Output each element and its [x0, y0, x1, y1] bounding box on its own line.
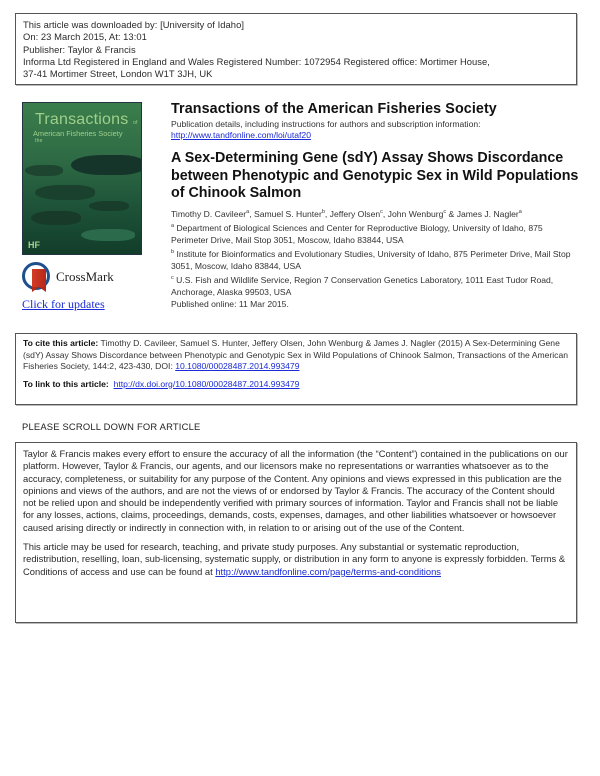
published-online-date: Published online: 11 Mar 2015. — [171, 298, 289, 309]
crossmark-icon — [22, 262, 50, 290]
link-paragraph — [23, 379, 569, 391]
author-name: Jeffery Olsen — [329, 209, 381, 220]
author-separator: , — [249, 209, 254, 220]
usage-text: This article may be used for research, teaching, and private study purposes. Any substantial or systematic reproduction, redistribution, reselling, loan, sub-licensing, systematic supply, or distribution in any form to anyone is expressly forbidden. Terms & Conditions of access and use can be found at — [23, 541, 566, 577]
publisher-logo: HF — [28, 240, 40, 250]
link-label: To link to this article: — [23, 378, 109, 389]
download-line: Informa Ltd Registered in England and Wales Registered Number: 1072954 Registered office: Mortimer House, — [23, 55, 490, 67]
scroll-down-notice: PLEASE SCROLL DOWN FOR ARTICLE — [22, 421, 201, 432]
article-header — [171, 101, 581, 310]
download-line: This article was downloaded by: [University of Idaho] — [23, 19, 244, 30]
author-affiliation-marker: c — [443, 209, 447, 216]
journal-url-link[interactable]: http://www.tandfonline.com/loi/utaf20 — [171, 130, 311, 140]
download-notice-box — [15, 13, 577, 85]
download-line: 37-41 Mortimer Street, London W1T 3JH, UK — [23, 68, 213, 80]
fish-silhouette-icon — [35, 185, 95, 200]
author-name: Samuel S. Hunter — [253, 209, 322, 220]
author-name: James J. Nagler — [456, 209, 519, 220]
usage-paragraph — [23, 541, 569, 578]
crossmark-badge[interactable] — [22, 262, 142, 292]
cover-subtitle: American Fisheries Society — [33, 129, 123, 138]
crossmark-label: CrossMark — [56, 269, 114, 284]
affiliation-text: U.S. Fish and Wildlife Service, Region 7 Conservation Genetics Laboratory, 1011 East Tudor Road, Anchorage, Alaska 99503, USA — [171, 275, 554, 298]
article-doi-url-link[interactable]: http://dx.doi.org/10.1080/00028487.2014.993479 — [113, 378, 300, 389]
affiliation-text: Department of Biological Sciences and Center for Reproductive Biology, University of Idaho, 875 Perimeter Drive, Mail Stop 3051, Moscow, Idaho 83844, USA — [171, 223, 543, 245]
author-name: Timothy D. Cavileer — [171, 209, 247, 220]
author-affiliation-marker: c — [380, 209, 383, 216]
fish-silhouette-icon — [89, 201, 129, 211]
journal-title: Transactions of the American Fisheries Society — [171, 101, 497, 117]
author-separator: & — [446, 209, 457, 220]
affiliation-text: Institute for Bioinformatics and Evolutionary Studies, University of Idaho, 875 Perimeter Drive, Mail Stop 3051, Moscow, Idaho 83844, USA — [171, 249, 571, 271]
download-line: On: 23 March 2015, At: 13:01 — [23, 31, 147, 43]
click-for-updates-link[interactable]: Click for updates — [22, 297, 105, 311]
doi-link[interactable]: 10.1080/00028487.2014.993479 — [175, 361, 300, 372]
fish-silhouette-icon — [81, 229, 135, 241]
affiliation-a — [171, 223, 581, 246]
author-name: John Wenburg — [387, 209, 444, 220]
affiliation-marker: b — [171, 249, 175, 256]
download-line: Publisher: Taylor & Francis — [23, 43, 136, 55]
fish-silhouette-icon — [71, 155, 142, 175]
disclaimer-box — [15, 442, 577, 623]
affiliation-marker: c — [171, 275, 174, 282]
fish-silhouette-icon — [25, 165, 63, 176]
author-affiliation-marker: b — [321, 209, 325, 216]
author-separator: , — [324, 209, 330, 220]
affiliation-c — [171, 275, 581, 298]
fish-silhouette-icon — [31, 211, 81, 225]
author-affiliation-marker: a — [518, 209, 522, 216]
terms-and-conditions-link[interactable]: http://www.tandfonline.com/page/terms-and-conditions — [215, 565, 441, 577]
affiliation-b — [171, 249, 581, 272]
disclaimer-paragraph: Taylor & Francis makes every effort to ensure the accuracy of all the information (the “Content”) contained in the publications on our platform. However, Taylor & Francis, our agents, and our licensors make no representations or warranties whatsoever as to the accuracy, completeness, or suitability for any purpose of the Content. Any opinions and views expressed in this publication are the opinions and views of the authors, and are not the views of or endorsed by Taylor & Francis. The accuracy of the Content should not be relied upon and should be independently verified with primary sources of information. Taylor and Francis shall not be liable for any losses, actions, claims, proceedings, demands, costs, expenses, damages, and other liabilities whatsoever or howsoever caused arising directly or indirectly in connection with, in relation to or arising out of the use of the Content. — [23, 448, 568, 533]
cite-label: To cite this article: — [23, 338, 99, 348]
citation-box — [15, 333, 577, 405]
author-affiliation-marker: a — [246, 209, 250, 216]
article-title: A Sex-Determining Gene (sdY) Assay Shows Discordance between Phenotypic and Genotypic Sex in Wild Populations of Chinook Salmon — [171, 150, 579, 202]
affiliation-marker: a — [171, 223, 175, 230]
author-list — [171, 209, 581, 220]
publication-details: Publication details, including instructions for authors and subscription information: — [171, 119, 481, 129]
journal-cover-image — [22, 102, 142, 255]
cover-title: Transactions of the — [35, 111, 138, 144]
cite-paragraph — [23, 338, 569, 373]
author-separator: , — [382, 209, 388, 220]
cite-text: Timothy D. Cavileer, Samuel S. Hunter, Jeffery Olsen, John Wenburg & James J. Nagler (2015) A Sex-Determining Gene (sdY) Assay Shows Discordance between Phenotypic and Genotypic Sex in Wild Populations of Chinook Salmon, Transactions of the American Fisheries Society, 144:2, 423-430, DOI: — [23, 338, 569, 372]
